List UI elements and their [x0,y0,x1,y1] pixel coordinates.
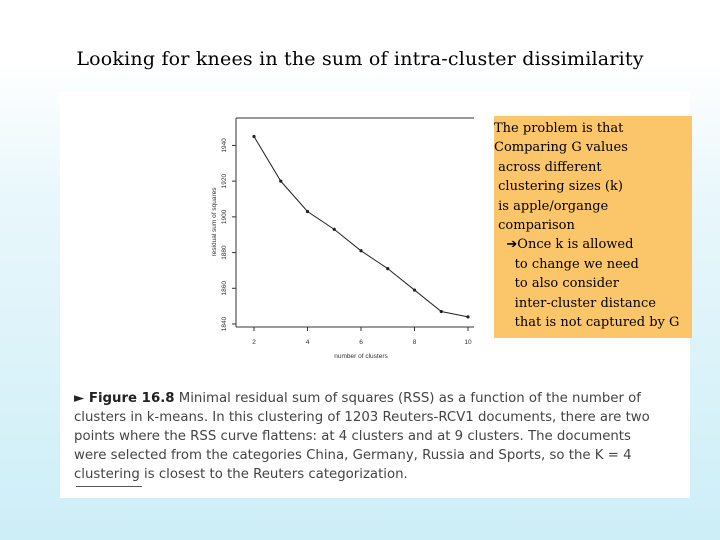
rss-data-point [333,228,336,231]
x-tick-label: 6 [359,339,363,346]
rss-data-point [279,180,282,183]
caption-line: clusters in k-means. In this clustering of 1203 Reuters-RCV1 documents, there are two [74,410,650,425]
y-tick-label: 1880 [221,245,228,260]
slide-title: Looking for knees in the sum of intra-cluster dissimilarity [76,48,644,70]
y-tick-label: 1860 [221,281,228,296]
caption-line: clustering is closest to the Reuters categorization. [74,467,408,482]
figure-caption [74,389,650,484]
caption-figure-label: ► Figure 16.8 [74,391,175,406]
caption-line-first: Minimal residual sum of squares (RSS) as a function of the number of [178,391,641,406]
rss-series-line [254,137,468,317]
y-tick-label: 1940 [221,138,228,153]
x-tick-label: 2 [252,339,256,346]
caption-line: points where the RSS curve flattens: at 4 clusters and at 9 clusters. The documents [74,429,631,444]
rss-data-point [466,315,469,318]
note-line: inter-cluster distance [494,295,656,311]
rss-data-point [440,310,443,313]
y-tick-label: 1840 [221,316,228,332]
rss-data-point [386,267,389,270]
note-line: is apple/organge [494,198,609,214]
note-line: to change we need [494,256,639,272]
note-line: comparison [494,218,575,234]
note-line: Comparing G values [494,140,628,156]
caption-rule [76,486,142,487]
note-line: across different [494,159,602,175]
x-tick-label: 4 [305,339,310,346]
chart-axes [211,118,474,360]
note-line: ➔Once k is allowed [494,237,634,253]
x-tick-label: 8 [412,339,417,346]
note-line: clustering sizes (k) [494,179,623,195]
rss-data-point [413,288,416,291]
note-line: that is not captured by G [494,315,680,331]
y-tick-label: 1920 [221,173,228,189]
y-axis-label: residual sum of squares [211,187,218,257]
note-line: to also consider [494,276,619,292]
x-tick-label: 10 [464,339,472,346]
rss-data-point [252,135,255,138]
caption-line: were selected from the categories China, Germany, Russia and Sports, so the K = 4 [74,448,632,463]
chart-marks [252,135,469,319]
note-box [494,116,692,338]
x-axis-label: number of clusters [334,353,388,360]
note-line: The problem is that [494,121,624,136]
rss-data-point [306,210,309,213]
y-tick-label: 1900 [221,209,228,225]
rss-data-point [359,249,362,252]
